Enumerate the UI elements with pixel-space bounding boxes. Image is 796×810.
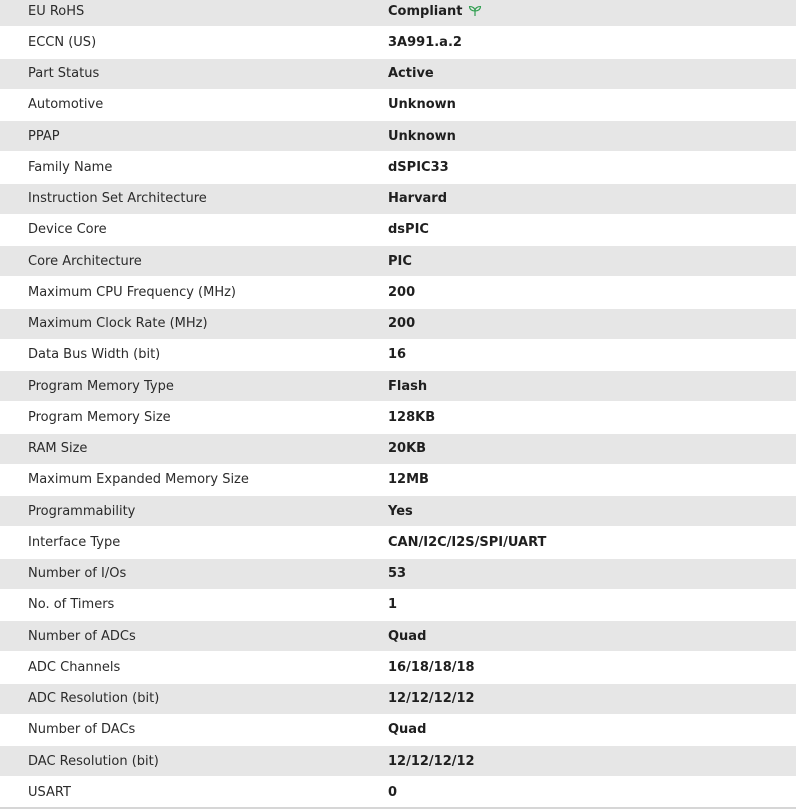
spec-label: Program Memory Type — [28, 378, 174, 394]
spec-label: Part Status — [28, 66, 100, 82]
spec-row — [0, 309, 796, 340]
spec-row — [0, 590, 796, 621]
spec-label: Number of DACs — [28, 722, 136, 738]
spec-value: Unknown — [388, 97, 456, 113]
spec-value: Active — [388, 66, 434, 82]
spec-value: PIC — [388, 253, 412, 269]
spec-value: 20KB — [388, 441, 427, 457]
spec-row — [0, 371, 796, 402]
spec-row — [0, 559, 796, 590]
spec-label: PPAP — [28, 128, 60, 144]
spec-value: Quad — [388, 628, 427, 644]
spec-value: 1 — [388, 597, 398, 613]
spec-value: dsPIC — [388, 222, 429, 238]
spec-row — [0, 277, 796, 308]
spec-row — [0, 246, 796, 277]
spec-label: Data Bus Width (bit) — [28, 347, 161, 363]
spec-label: Core Architecture — [28, 253, 142, 269]
spec-row — [0, 27, 796, 58]
spec-value — [388, 4, 482, 19]
spec-row — [0, 652, 796, 683]
spec-row — [0, 715, 796, 746]
spec-value: 200 — [388, 284, 416, 300]
spec-label: Maximum Expanded Memory Size — [28, 472, 249, 488]
spec-value: 128KB — [388, 409, 436, 425]
spec-label: Programmability — [28, 503, 136, 519]
spec-row — [0, 777, 796, 808]
spec-row — [0, 621, 796, 652]
spec-label: Instruction Set Architecture — [28, 191, 207, 207]
spec-label: Device Core — [28, 222, 107, 238]
spec-row — [0, 121, 796, 152]
spec-row — [0, 527, 796, 558]
spec-value: Harvard — [388, 191, 448, 207]
spec-row — [0, 340, 796, 371]
spec-row — [0, 152, 796, 183]
spec-row — [0, 684, 796, 715]
spec-label: ECCN (US) — [28, 34, 97, 50]
spec-value: Quad — [388, 722, 427, 738]
spec-row — [0, 402, 796, 433]
spec-label: Number of ADCs — [28, 628, 136, 644]
spec-label: USART — [28, 784, 71, 800]
spec-value: 16/18/18/18 — [388, 659, 475, 675]
spec-value: Flash — [388, 378, 428, 394]
spec-value: 53 — [388, 566, 407, 582]
spec-label: Number of I/Os — [28, 566, 127, 582]
spec-value: 0 — [388, 784, 398, 800]
spec-label: Interface Type — [28, 534, 121, 550]
spec-value: 200 — [388, 316, 416, 332]
spec-value: 12MB — [388, 472, 429, 488]
spec-value: 16 — [388, 347, 407, 363]
spec-value: dSPIC33 — [388, 159, 449, 175]
spec-value: 3A991.a.2 — [388, 34, 462, 50]
spec-row — [0, 215, 796, 246]
spec-label: DAC Resolution (bit) — [28, 753, 159, 769]
spec-row — [0, 746, 796, 777]
spec-label: ADC Channels — [28, 659, 121, 675]
spec-label: Program Memory Size — [28, 409, 171, 425]
spec-row — [0, 434, 796, 465]
table-bottom-divider — [0, 807, 796, 809]
spec-value: 12/12/12/12 — [388, 691, 475, 707]
spec-label: Maximum Clock Rate (MHz) — [28, 316, 208, 332]
spec-value-text: Compliant — [388, 3, 463, 19]
spec-value: Unknown — [388, 128, 456, 144]
spec-value: Yes — [388, 503, 413, 519]
spec-value: CAN/I2C/I2S/SPI/UART — [388, 534, 547, 550]
spec-label: RAM Size — [28, 441, 88, 457]
spec-row — [0, 184, 796, 215]
spec-value: 12/12/12/12 — [388, 753, 475, 769]
spec-row — [0, 0, 796, 27]
spec-label: Family Name — [28, 159, 113, 175]
spec-label: Automotive — [28, 97, 104, 113]
spec-row — [0, 496, 796, 527]
spec-row — [0, 59, 796, 90]
spec-label: No. of Timers — [28, 597, 115, 613]
spec-label: Maximum CPU Frequency (MHz) — [28, 284, 236, 300]
spec-label: EU RoHS — [28, 3, 85, 19]
spec-label: ADC Resolution (bit) — [28, 691, 160, 707]
leaf-icon — [468, 5, 482, 17]
spec-row — [0, 90, 796, 121]
spec-row — [0, 465, 796, 496]
